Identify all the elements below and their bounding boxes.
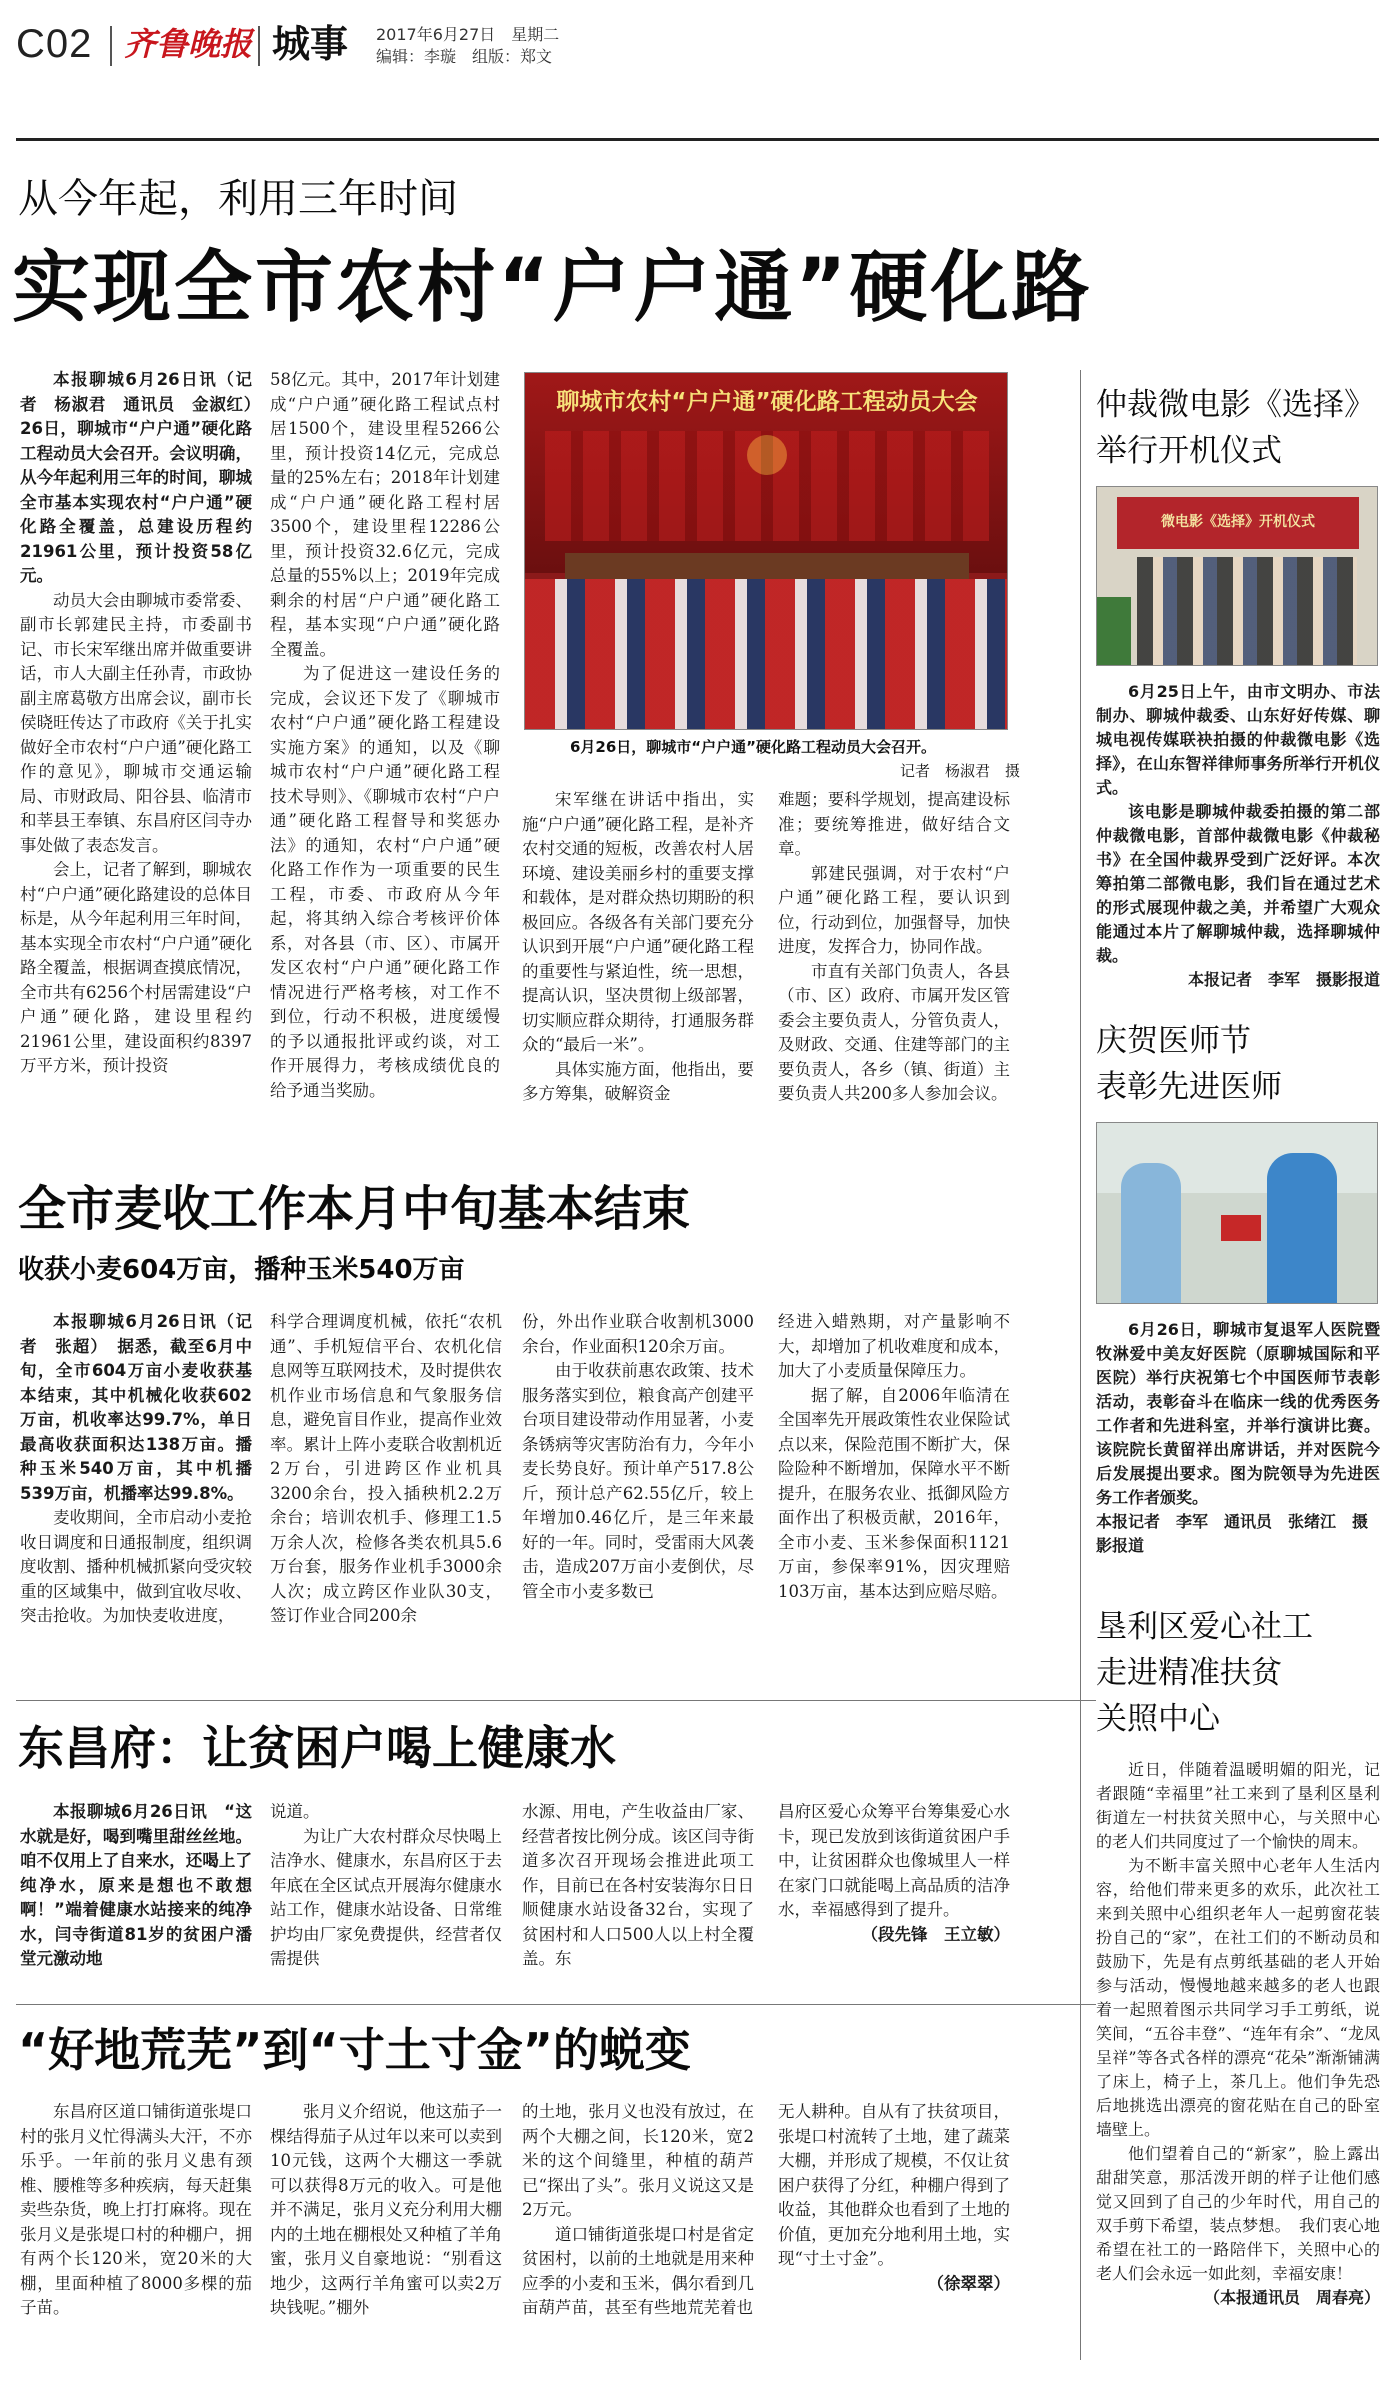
water-col-1 (20, 1800, 252, 1972)
paragraph: 难题；要科学规划，提高建设标准；要统筹推进，做好结合文章。 (778, 790, 1010, 858)
land-headline: “好地荒芜”到“寸土寸金”的蜕变 (18, 2023, 691, 2077)
wheat-headline: 全市麦收工作本月中旬基本结束 (18, 1181, 691, 1237)
water-col-3 (522, 1800, 754, 1972)
film-photo (1096, 486, 1378, 666)
sidebar-body (1096, 1758, 1380, 2310)
award-photo (1096, 1122, 1378, 1304)
wheat-col-1 (20, 1310, 252, 1629)
photo-banner: 微电影《选择》开机仪式 (1161, 514, 1315, 530)
land-col-4 (778, 2100, 1010, 2296)
sidebar-credit: 本报记者 李军 通讯员 张绪江 摄影报道 (1096, 1512, 1369, 1555)
paragraph: 水源、用电，产生收益由厂家、经营者按比例分成。该区闫寺街道多次召开现场会推进此项工作，目前已在各村安装海尔日日顺健康水站设备32台，实现了贫困村和人口500人以上村全覆盖。东 (522, 1802, 754, 1968)
sidebar-credit: （本报通讯员 周春亮） (1203, 2288, 1380, 2307)
masthead-divider (258, 26, 260, 66)
wheat-col-2 (270, 1310, 502, 1629)
lead-col-4 (778, 788, 1010, 1107)
sidebar-headline: 垦利区爱心社工 (1096, 1609, 1313, 1645)
paragraph: 他们望着自己的“新家”，脸上露出甜甜笑意，那活泼开朗的样子让他们感觉又回到了自己的少年时代，用自己的双手剪下希望，装点梦想。 我们衷心地希望在社工的一路陪伴下，关照中心的老人们会永远一如此刻，幸福安康！ (1096, 2144, 1380, 2283)
lead-photo (524, 372, 1008, 730)
nurse-figure (1121, 1163, 1181, 1304)
paragraph: 的土地，张月义也没有放过，在两个大棚之间，长120米，宽2米的这个间缝里，种植的葫芦已“探出了头”。张月义说这又是2万元。 (522, 2102, 754, 2219)
paragraph: 市直有关部门负责人，各县（市、区）政府、市属开发区管委会主要负责人，分管负责人，及财政、交通、住建等部门的主要负责人，各乡（镇、街道）主要负责人共200多人参加会议。 (778, 961, 1010, 1103)
wheat-col-3 (522, 1310, 754, 1604)
land-credit: （徐翠翠） (927, 2273, 1010, 2293)
lead-col-3 (522, 788, 754, 1107)
editor-credit: 编辑：李璇 组版：郑文 (376, 47, 553, 66)
masthead-rule (16, 138, 1379, 141)
lead-paragraph: 本报聊城6月26日讯（记者 张超） 据悉，截至6月中旬，全市604万亩小麦收获基本结束，其中机械化收获602万亩，机收率达99.7%，单日最高收获面积达138万亩。播种玉米540万亩，其中机播539万亩，机播率达99.8%。 (20, 1312, 252, 1503)
paragraph: 会上，记者了解到，聊城农村“户户通”硬化路建设的总体目标是，从今年起利用三年时间，基本实现全市农村“户户通”硬化路全覆盖，根据调查摸底情况，全市共有6256个村居需建设“户户通”硬化路，建设里程约21961公里，建设面积约8397万平方米，预计投资 (20, 860, 252, 1075)
paragraph: 近日，伴随着温暖明媚的阳光，记者跟随“幸福里”社工来到了垦利区垦利街道左一村扶贫关照中心，与关照中心的老人们共同度过了一个愉快的周末。 (1096, 1760, 1380, 1851)
sidebar-divider (1080, 370, 1081, 2360)
lead-paragraph: 本报聊城6月26日讯 “这水就是好，喝到嘴里甜丝丝地。咱不仅用上了自来水，还喝上了纯净水，原来是想也不敢想啊！”端着健康水站接来的纯净水，闫寺街道81岁的贫困户潘堂元激动地 (20, 1802, 252, 1968)
section-divider (16, 1700, 1096, 1701)
paragraph: 为让广大农村群众尽快喝上洁净水、健康水，东昌府区于去年底在全区试点开展海尔健康水站工作，健康水站设备、日常维护均由厂家免费提供，经营者仅需提供 (270, 1826, 502, 1968)
masthead (0, 0, 1395, 120)
paragraph: 科学合理调度机械，依托“农机通”、手机短信平台、农机化信息网等互联网技术，及时提供农机作业市场信息和气象服务信息，避免盲目作业，提高作业效率。累计上阵小麦联合收割机近2万台，引进跨区作业机具3200余台，投入插秧机2.2万余台；培训农机手、修理工1.5万余人次，检修各类农机具5.6万台套，服务作业机手3000余人次；成立跨区作业队30支，签订作业合同200余 (270, 1312, 502, 1625)
certificate (1221, 1215, 1261, 1241)
red-flags (545, 431, 989, 541)
sidebar-headline: 举行开机仪式 (1096, 433, 1282, 469)
paragraph: 份，外出作业联合收割机3000余台，作业面积120余万亩。 (522, 1312, 754, 1356)
lead-col-2 (270, 368, 500, 1103)
sidebar-credit: 本报记者 李军 摄影报道 (1187, 970, 1380, 989)
doctor-figure (1267, 1153, 1337, 1304)
paragraph: 据了解，自2006年临清在全国率先开展政策性农业保险试点以来，保险范围不断扩大，保险险种不断增加，保障水平不断提升，在服务农业、抵御风险方面作出了积极贡献，2016年，全市小麦、玉米参保面积1121万亩，参保率91%，因灾理赔103万亩，基本达到应赔尽赔。 (778, 1385, 1010, 1601)
photo-banner: 聊城市农村“户户通”硬化路工程动员大会 (556, 389, 978, 415)
land-col-2 (270, 2100, 502, 2321)
lead-kicker: 从今年起，利用三年时间 (18, 176, 458, 222)
paragraph: 昌府区爱心众筹平台筹集爱心水卡，现已发放到该街道贫困户手中，让贫困群众也像城里人一样在家门口就能喝上高品质的洁净水，幸福感得到了提升。 (778, 1802, 1010, 1919)
paragraph: 为了促进这一建设任务的完成，会议还下发了《聊城市农村“户户通”硬化路工程建设实施方案》的通知，以及《聊城市农村“户户通”硬化路工程技术导则》、《聊城市农村“户户通”硬化路工程督导和奖惩办法》的通知，农村“户户通”硬化路工作作为一项重要的民生工程，市委、市政府从今年起，将其纳入综合考核评价体系，对各县（市、区）、市属开发区农村“户户通”硬化路工作情况进行严格考核，对工作不到位，行动不积极，进度缓慢的予以通报批评或约谈，对工作开展得力，考核成绩优良的给予通当奖励。 (270, 664, 500, 1100)
paragraph: 无人耕种。自从有了扶贫项目，张堤口村流转了土地，建了蔬菜大棚，并形成了规模，不仅让贫困户获得了分红，种棚户得到了收益，其他群众也看到了土地的价值，更加充分地利用土地，实现“寸土寸金”。 (778, 2102, 1010, 2268)
section-divider (16, 2004, 1096, 2005)
issue-date: 2017年6月27日 星期二 (376, 25, 560, 44)
audience (525, 579, 1008, 730)
paragraph: 东昌府区道口铺街道张堤口村的张月义忙得满头大汗，不亦乐乎。一年前的张月义患有颈椎、腰椎等多种疾病，每天赶集卖些杂货，晚上打打麻将。现在张月义是张堤口村的种棚户，拥有两个长120米，宽20米的大棚，里面种植了8000多棵的茄子苗。 (20, 2102, 252, 2317)
sidebar-headline: 表彰先进医师 (1096, 1069, 1282, 1105)
paragraph: 说道。 (270, 1802, 320, 1821)
sidebar-body (1096, 1318, 1380, 1558)
sidebar-headline: 庆贺医师节 (1096, 1023, 1251, 1059)
group-of-people (1137, 557, 1357, 666)
sidebar-headline: 仲裁微电影《选择》 (1096, 387, 1375, 423)
brand-logo: 齐鲁晚报 (124, 25, 253, 63)
lead-paragraph: 本报聊城6月26日讯（记者 杨淑君 通讯员 金淑红） 26日，聊城市“户户通”硬化路工程动员大会召开。会议明确，从今年起利用三年的时间，聊城全市基本实现农村“户户通”硬化路全覆盖，总建设历程约21961公里，预计投资58亿元。 (20, 370, 269, 585)
paragraph: 58亿元。其中，2017年计划建成“户户通”硬化路工程试点村居1500个，建设里程5266公里，预计投资14亿元，完成总量的25%左右；2018年计划建成“户户通”硬化路工程村居3500个，建设里程12286公里，预计投资32.6亿元，完成总量的55%以上；2019年完成剩余的村居“户户通”硬化路工程，基本实现“户户通”硬化路全覆盖。 (270, 370, 500, 659)
lead-photo-caption: 6月26日，聊城市“户户通”硬化路工程动员大会召开。 (570, 738, 937, 756)
sidebar-headline: 走进精准扶贫 (1096, 1655, 1282, 1691)
lead-headline: 实现全市农村“户户通”硬化路 (12, 243, 1093, 333)
head-table (565, 553, 969, 579)
wheat-subhead: 收获小麦604万亩，播种玉米540万亩 (18, 1255, 465, 1285)
water-col-2 (270, 1800, 502, 1972)
land-col-1 (20, 2100, 252, 2321)
paragraph: 6月26日，聊城市复退军人医院暨牧淋爱中美友好医院（原聊城国际和平医院）举行庆祝第七个中国医师节表彰活动，表彰奋斗在临床一线的优秀医务工作者和先进科室，并举行演讲比赛。该院院长黄留祥出席讲话，并对医院今后发展提出要求。图为院领导为先进医务工作者颁奖。 (1096, 1320, 1380, 1507)
water-col-4 (778, 1800, 1010, 1947)
sidebar-body (1096, 680, 1380, 992)
paragraph: 宋军继在讲话中指出，实施“户户通”硬化路工程，是补齐农村交通的短板，改善农村人居环境、建设美丽乡村的重要支撑和载体，是对群众热切期盼的积极回应。各级各有关部门要充分认识到开展“户户通”硬化路工程的重要性与紧迫性，统一思想，提高认识，坚决贯彻上级部署，切实顺应群众期待，打通服务群众的“最后一米”。 (522, 790, 754, 1054)
paragraph: 道口铺街道张堤口村是省定贫困村，以前的土地就是用来种应季的小麦和玉米，偶尔看到几亩葫芦苗，甚至有些地荒芜着也 (522, 2224, 754, 2317)
lead-photo-credit: 记者 杨淑君 摄 (899, 762, 1020, 780)
paragraph: 该电影是聊城仲裁委拍摄的第二部仲裁微电影，首部仲裁微电影《仲裁秘书》在全国仲裁界受到广泛好评。本次筹拍第二部微电影，我们旨在通过艺术的形式展现仲裁之美，并希望广大观众能通过本片了解聊城仲裁，选择聊城仲裁。 (1096, 802, 1380, 965)
page-code: C02 (16, 22, 93, 66)
paragraph: 张月义介绍说，他这茄子一棵结得茄子从过年以来可以卖到10元钱，这两个大棚这一季就可以获得8万元的收入。可是他并不满足，张月义充分利用大棚内的土地在棚根处又种植了羊角蜜，张月义自豪地说：“别看这地少，这两行羊角蜜可以卖2万块钱呢。”棚外 (270, 2102, 502, 2317)
masthead-divider (110, 26, 112, 66)
sidebar-item-doctors (1096, 1018, 1380, 1558)
wheat-col-4 (778, 1310, 1010, 1604)
paragraph: 经进入蜡熟期，对产量影响不大，却增加了机收难度和成本，加大了小麦质量保障压力。 (778, 1312, 1010, 1380)
paragraph: 具体实施方面，他指出，要多方筹集，破解资金 (522, 1059, 754, 1103)
paragraph: 6月25日上午，由市文明办、市法制办、聊城仲裁委、山东好好传媒、聊城电视传媒联袂拍摄的仲裁微电影《选择》，在山东智祥律师事务所举行开机仪式。 (1096, 682, 1380, 797)
paragraph: 为不断丰富关照中心老年人生活内容，给他们带来更多的欢乐，此次社工来到关照中心组织老年人一起剪窗花装扮自己的“家”，在社工们的不断动员和鼓励下，先是有点剪纸基础的老人开始参与活动，慢慢地越来越多的老人也跟着一起照着图示共同学习手工剪纸，说笑间，“五谷丰登”、“连年有余”、“龙凤呈祥”等各式各样的漂亮“花朵”渐渐铺满了床上，椅子上，茶几上。他们争先恐后地挑选出漂亮的窗花贴在自己的卧室墙壁上。 (1096, 1856, 1380, 2139)
lead-col-1 (20, 368, 269, 1079)
potted-plant (1097, 597, 1131, 666)
paragraph: 麦收期间，全市启动小麦抢收日调度和日通报制度，组织调度收割、播种机械抓紧向受灾较重的区域集中，做到宜收尽收、突击抢收。为加快麦收进度， (20, 1508, 252, 1625)
section-name: 城事 (272, 22, 349, 66)
paragraph: 动员大会由聊城市委常委、副市长郭建民主持，市委副书记、市长宋军继出席并做重要讲话，市人大副主任孙青，市政协副主席葛敬方出席会议，副市长侯晓旺传达了市政府《关于扎实做好全市农村“户户通”硬化路工作的意见》，聊城市交通运输局、市财政局、阳谷县、临清市和莘县王奉镇、东昌府区闫寺办事处做了表态发言。 (20, 590, 252, 855)
paragraph: 郭建民强调，对于农村“户户通”硬化路工程，要认识到位，行动到位，加强督导，加快进度，发挥合力，协同作战。 (778, 863, 1010, 956)
sidebar-item-film (1096, 382, 1380, 992)
water-headline: 东昌府：让贫困户喝上健康水 (18, 1721, 616, 1775)
paragraph: 由于收获前惠农政策、技术服务落实到位，粮食高产创建平台项目建设带动作用显著，小麦条锈病等灾害防治有力，今年小麦长势良好。预计单产517.8公斤，预计总产62.55亿斤，较上年增加0.46亿斤，是三年来最好的一年。同时，受雷雨大风袭击，造成207万亩小麦倒伏，尽管全市小麦多数已 (522, 1361, 754, 1601)
sidebar-item-social-work (1096, 1604, 1380, 2310)
land-col-3 (522, 2100, 754, 2321)
sidebar-headline: 关照中心 (1096, 1701, 1220, 1737)
water-credit: （段先锋 王立敏） (861, 1924, 1010, 1944)
